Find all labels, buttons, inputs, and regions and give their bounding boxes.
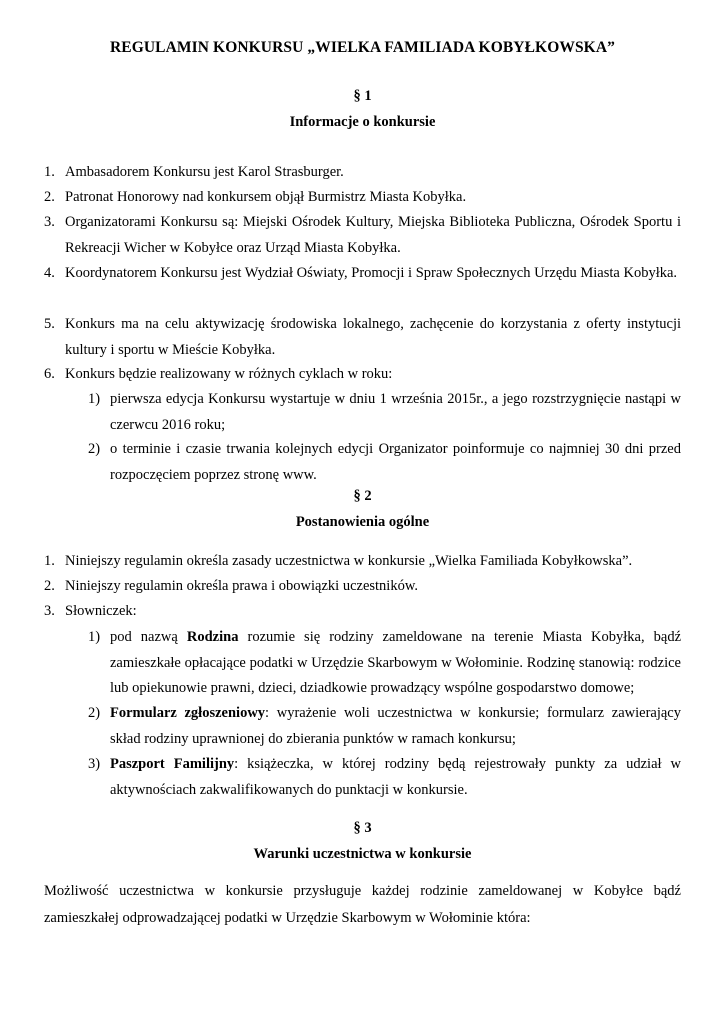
- sub-list-item-text: [110, 701, 681, 752]
- sub-list-item-text: [110, 752, 681, 803]
- sub-list-item-definition: rozumie się rodziny zameldowane na terenie Miasta Kobyłka, bądź zamieszkałe opłacające podatki w Urzędzie Skarbowym w Wołominie. Rodzinę stanowią: rodzice lub opiekunowie prawni, dzieci, dziadkowie prowadzący wspólne gospodarstwo domowe;: [110, 629, 682, 696]
- term-formularz: Formularz zgłoszeniowy: [110, 705, 266, 721]
- section-2-heading: Postanowienia ogólne: [295, 514, 430, 530]
- section-2-number: § 2: [353, 488, 372, 504]
- section-3-heading: Warunki uczestnictwa w konkursie: [253, 846, 472, 862]
- sub-list-item-number: 1): [88, 629, 101, 645]
- list-item-number: 1.: [44, 164, 55, 180]
- section-3-paragraph: Możliwość uczestnictwa w konkursie przysługuje każdej rodzinie zameldowanej w Kobyłce bądź zamieszkałej odprowadzającej podatki w Urzędzie Skarbowym w Wołominie która:: [44, 883, 681, 926]
- sub-list-item-number: 1): [88, 391, 101, 407]
- list-item-text: Niniejszy regulamin określa zasady uczestnictwa w konkursie „Wielka Familiada Kobyłkowska”.: [65, 553, 633, 569]
- section-1-number: § 1: [353, 88, 372, 104]
- sub-list-item-text: pierwsza edycja Konkursu wystartuje w dniu 1 września 2015r., a jego rozstrzygnięcie nastąpi w czerwcu 2016 roku;: [110, 391, 681, 433]
- list-item-text: Konkurs będzie realizowany w różnych cyklach w roku:: [65, 366, 393, 382]
- list-item-number: 4.: [44, 265, 55, 281]
- list-item-text: Niniejszy regulamin określa prawa i obowiązki uczestników.: [65, 578, 418, 594]
- sub-list-item-number: 3): [88, 756, 101, 772]
- term-rodzina: Rodzina: [186, 629, 239, 645]
- list-item-number: 2.: [44, 189, 55, 205]
- sub-list-item-definition: : książeczka, w której rodziny będą rejestrowały punkty za udział w aktywnościach zakwalifikowanych do punktacji w konkursie.: [110, 756, 681, 798]
- list-item-text: Słowniczek:: [65, 603, 137, 619]
- list-item-number: 2.: [44, 578, 55, 594]
- list-item-number: 1.: [44, 553, 55, 569]
- list-item-text: Organizatorami Konkursu są: Miejski Ośrodek Kultury, Miejska Biblioteka Publiczna, Ośrodek Sportu i Rekreacji Wicher w Kobyłce oraz Urząd Miasta Kobyłka.: [65, 214, 681, 256]
- sub-list-item-number: 2): [88, 441, 101, 457]
- list-item-text: Koordynatorem Konkursu jest Wydział Oświaty, Promocji i Spraw Społecznych Urzędu Miasta Kobyłka.: [65, 265, 678, 281]
- sub-list-item-text: [110, 625, 681, 702]
- sub-list-item-prefix: pod nazwą: [110, 629, 187, 645]
- document-title: REGULAMIN KONKURSU „WIELKA FAMILIADA KOBYŁKOWSKA”: [110, 39, 615, 56]
- section-1-heading: Informacje o konkursie: [289, 114, 436, 130]
- list-item-text: Konkurs ma na celu aktywizację środowiska lokalnego, zachęcenie do korzystania z oferty instytucji kultury i sportu w Mieście Kobyłka.: [65, 316, 681, 358]
- list-item-number: 6.: [44, 366, 55, 382]
- sub-list-item-definition: : wyrażenie woli uczestnictwa w konkursie; formularz zawierający skład rodziny uprawnionej do zbierania punktów w ramach konkursu;: [110, 705, 681, 747]
- sub-list-item-number: 2): [88, 705, 101, 721]
- term-paszport: Paszport Familijny: [110, 756, 235, 772]
- section-3-number: § 3: [353, 820, 372, 836]
- sub-list-item-text: o terminie i czasie trwania kolejnych edycji Organizator poinformuje co najmniej 30 dni przed rozpoczęciem poprzez stronę www.: [110, 441, 681, 483]
- list-item-text: Ambasadorem Konkursu jest Karol Strasburger.: [65, 164, 344, 180]
- list-item-number: 5.: [44, 316, 55, 332]
- list-item-number: 3.: [44, 214, 55, 230]
- list-item-number: 3.: [44, 603, 55, 619]
- list-item-text: Patronat Honorowy nad konkursem objął Burmistrz Miasta Kobyłka.: [65, 189, 467, 205]
